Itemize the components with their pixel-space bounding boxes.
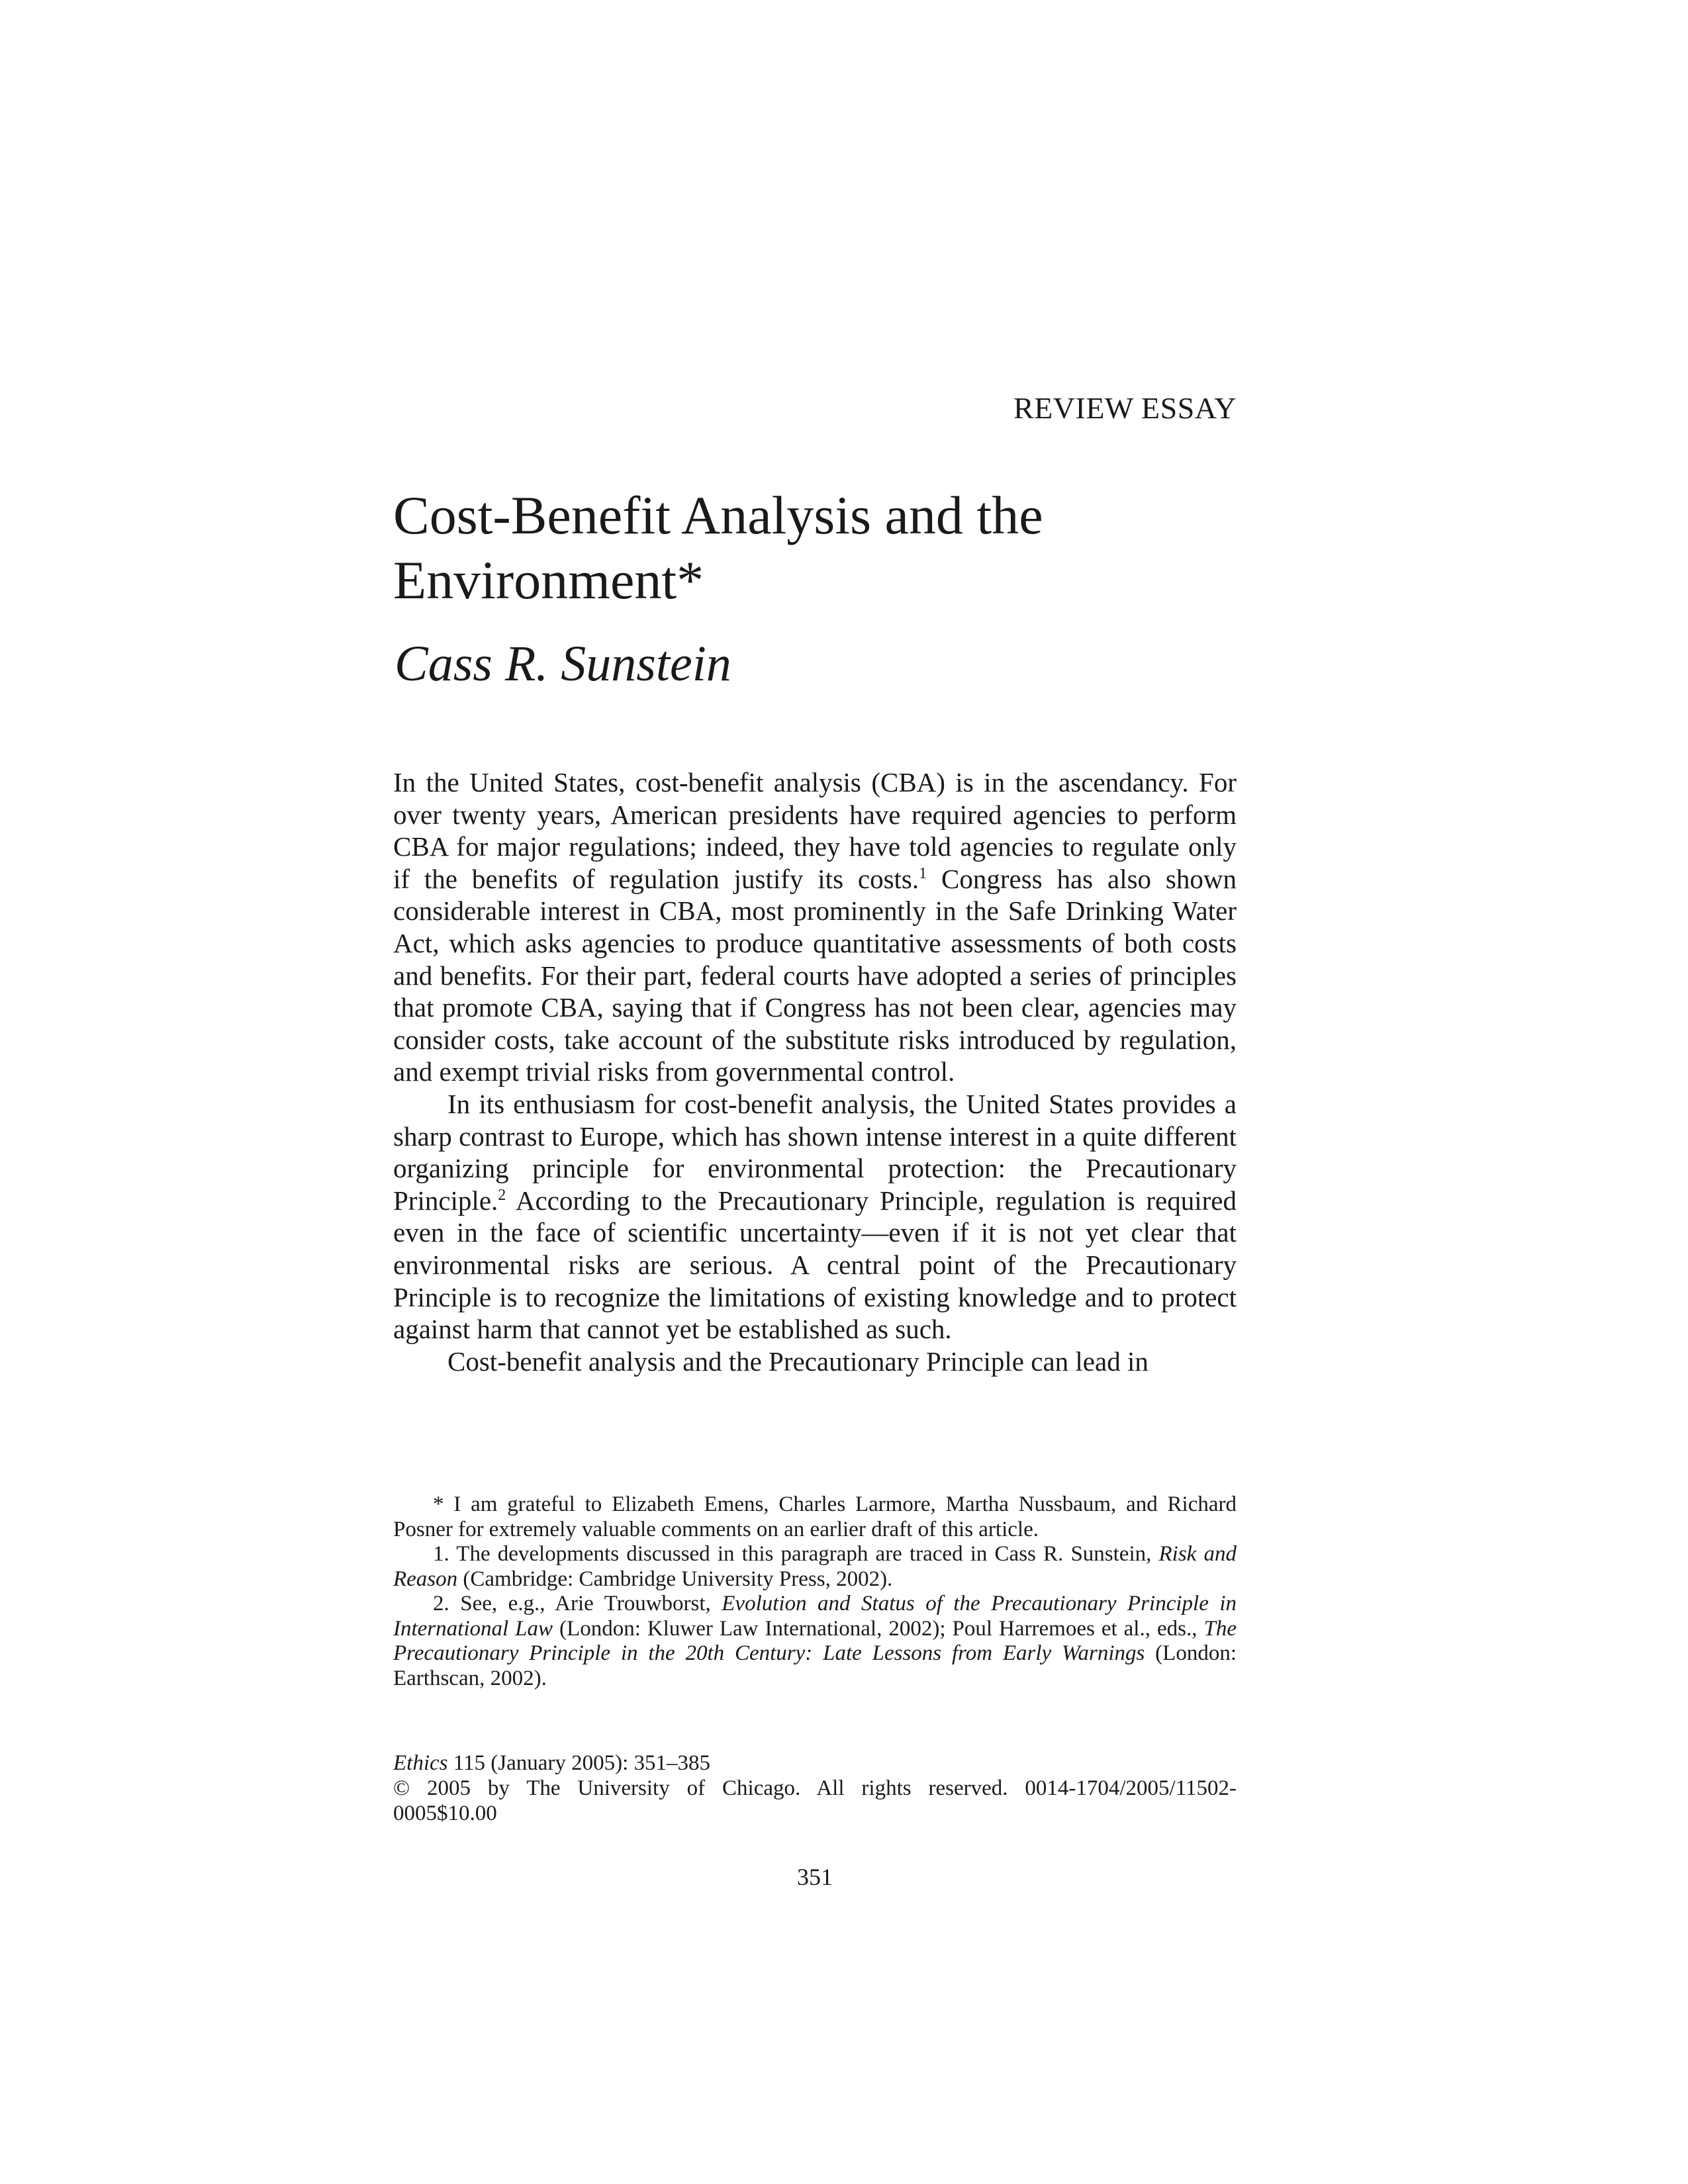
body-text (393, 766, 1237, 1377)
paragraph-3: Cost-benefit analysis and the Precautionary Principle can lead in (447, 1345, 1149, 1377)
paragraph-1 (393, 766, 1237, 1088)
footnote-2-text: 2. See, e.g., Arie Trouwborst, (433, 1592, 722, 1615)
footnote-1 (393, 1542, 1237, 1592)
paragraph-2-text-cont: According to the Precautionary Principle, regulation is required even in the face of scientific uncertainty—even if it is not yet clear that environmental risks are serious. A central point of the Precautionary Principle is to recognize the limitations of existing knowledge and to protect against harm that cannot yet be established as such. (393, 1185, 1237, 1345)
footnote-1-text: 1. The developments discussed in this paragraph are traced in Cass R. Sunstein, (433, 1542, 1159, 1566)
paragraph-2 (393, 1088, 1237, 1345)
journal-citation (393, 1751, 1237, 1776)
footnotes (393, 1492, 1237, 1691)
footnote-ref-2: 2 (498, 1186, 506, 1204)
footnote-star: * I am grateful to Elizabeth Emens, Charles Larmore, Martha Nussbaum, and Richard Posner for extremely valuable comments on an earlier draft of this article. (393, 1492, 1237, 1541)
article-title: Cost-Benefit Analysis and the Environment* (393, 485, 1043, 610)
journal-issue: 115 (January 2005): 351–385 (447, 1751, 711, 1775)
footnote-2-book-title-1: Evolution and Status of the Precautionary Principle in International Law (393, 1592, 1237, 1641)
copyright-notice-cont: 0005$10.00 (393, 1801, 497, 1825)
footnote-2-publisher-2: (London: Earthscan, 2002). (393, 1641, 1237, 1690)
page-number: 351 (797, 1864, 833, 1890)
footnote-1-book-title: Risk and Reason (393, 1542, 1237, 1591)
copyright-notice: © 2005 by The University of Chicago. All rights reserved. 0014-1704/2005/11502- (393, 1776, 1237, 1800)
section-label: REVIEW ESSAY (1013, 391, 1237, 425)
paragraph-1-text-cont: Congress has also shown considerable interest in CBA, most prominently in the Safe Drinking Water Act, which asks agencies to produce quantitative assessments of both costs and benefits. For their part, federal courts have adopted a series of principles that promote CBA, saying that if Congress has not been clear, agencies may consider costs, take account of the substitute risks introduced by regulation, and exempt trivial risks from governmental control. (393, 863, 1237, 1087)
footnote-2-book-title-2: The Precautionary Principle in the 20th Century: Late Lessons from Early Warnings (393, 1616, 1237, 1665)
footnote-2 (393, 1592, 1237, 1691)
footnote-ref-1: 1 (919, 864, 927, 882)
footnote-1-publisher: (Cambridge: Cambridge University Press, 2002). (457, 1567, 893, 1591)
paragraph-1-text: In the United States, cost-benefit analysis (CBA) is in the ascendancy. For over twenty years, American presidents have required agencies to perform CBA for major regulations; indeed, they have told agencies to regulate only if the benefits of regulation justify its costs. (393, 767, 1237, 894)
journal-name: Ethics (393, 1751, 448, 1775)
footnote-2-publisher-1: (London: Kluwer Law International, 2002); Poul Harremoes et al., eds., (553, 1616, 1204, 1641)
journal-info (393, 1751, 1237, 1826)
paragraph-2-text: In its enthusiasm for cost-benefit analysis, the United States provides a sharp contrast to Europe, which has shown intense interest in a quite different organizing principle for environmental protection: the Precautionary Principle. (393, 1088, 1237, 1216)
author-name: Cass R. Sunstein (395, 636, 731, 692)
article-page (393, 0, 1237, 2184)
